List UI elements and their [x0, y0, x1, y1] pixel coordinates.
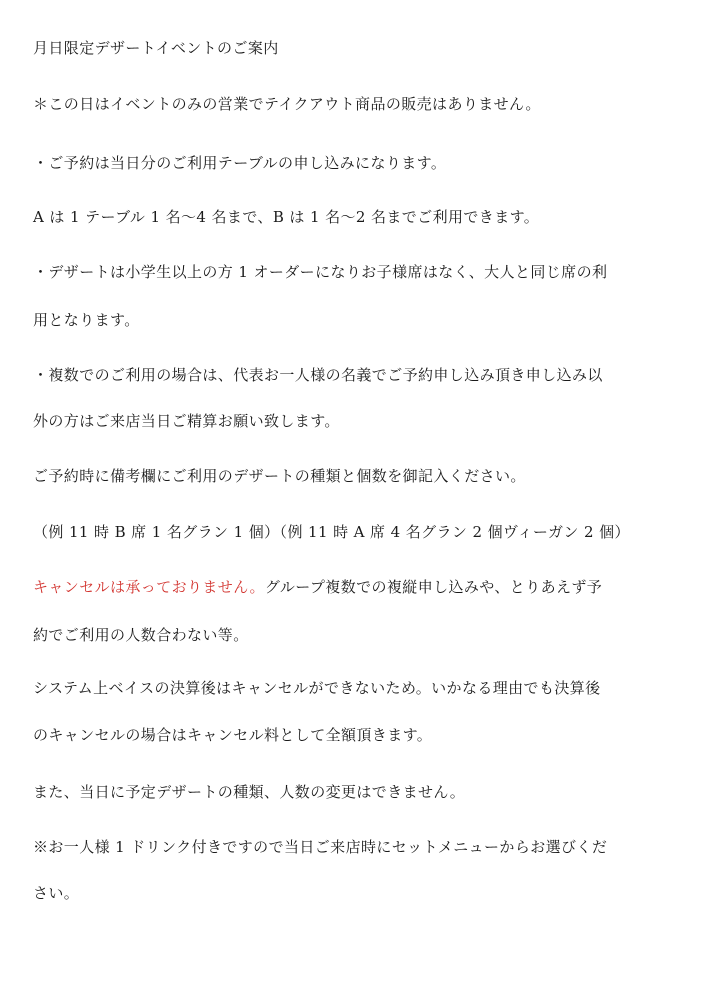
- paragraph-line: ご予約時に備考欄にご利用のデザートの種類と個数を御記入ください。: [33, 467, 526, 485]
- paragraph-line: 用となります。: [33, 311, 140, 329]
- paragraph-line: 約でご利用の人数合わない等。: [33, 626, 249, 644]
- paragraph-line: 外の方はご来店当日ご精算お願い致します。: [33, 412, 340, 430]
- paragraph-line: （例 11 時 B 席 1 名グラン 1 個）（例 11 時 A 席 4 名グラン 2 個ヴィーガン 2 個）: [33, 523, 630, 541]
- paragraph-line: システム上ベイスの決算後はキャンセルができないため。いかなる理由でも決算後: [33, 679, 601, 697]
- paragraph-line: ・複数でのご利用の場合は、代表お一人様の名義でご予約申し込み頂き申し込み以: [33, 366, 603, 384]
- paragraph-line: A は 1 テーブル 1 名〜4 名まで、B は 1 名〜2 名までご利用できます。: [33, 208, 540, 226]
- paragraph-line: ※お一人様 1 ドリンク付きですので当日ご来店時にセットメニューからお選びくだ: [33, 838, 608, 856]
- cancel-notice-continuation: グループ複数での複縦申し込みや、とりあえず予: [264, 578, 603, 596]
- paragraph-line: のキャンセルの場合はキャンセル料として全額頂きます。: [33, 726, 433, 744]
- paragraph-line: さい。: [33, 884, 80, 902]
- paragraph-line: ・ご予約は当日分のご利用テーブルの申し込みになります。: [33, 154, 447, 172]
- document-title: 月日限定デザートイベントのご案内: [33, 39, 279, 57]
- cancel-policy-line: [33, 576, 602, 598]
- paragraph-line: ・デザートは小学生以上の方 1 オーダーになりお子様席はなく、大人と同じ席の利: [33, 263, 608, 281]
- paragraph-line: また、当日に予定デザートの種類、人数の変更はできません。: [33, 783, 466, 801]
- paragraph-line: ＊この日はイベントのみの営業でテイクアウト商品の販売はありません。: [33, 95, 541, 113]
- cancel-notice: キャンセルは承っておりません。: [33, 578, 265, 596]
